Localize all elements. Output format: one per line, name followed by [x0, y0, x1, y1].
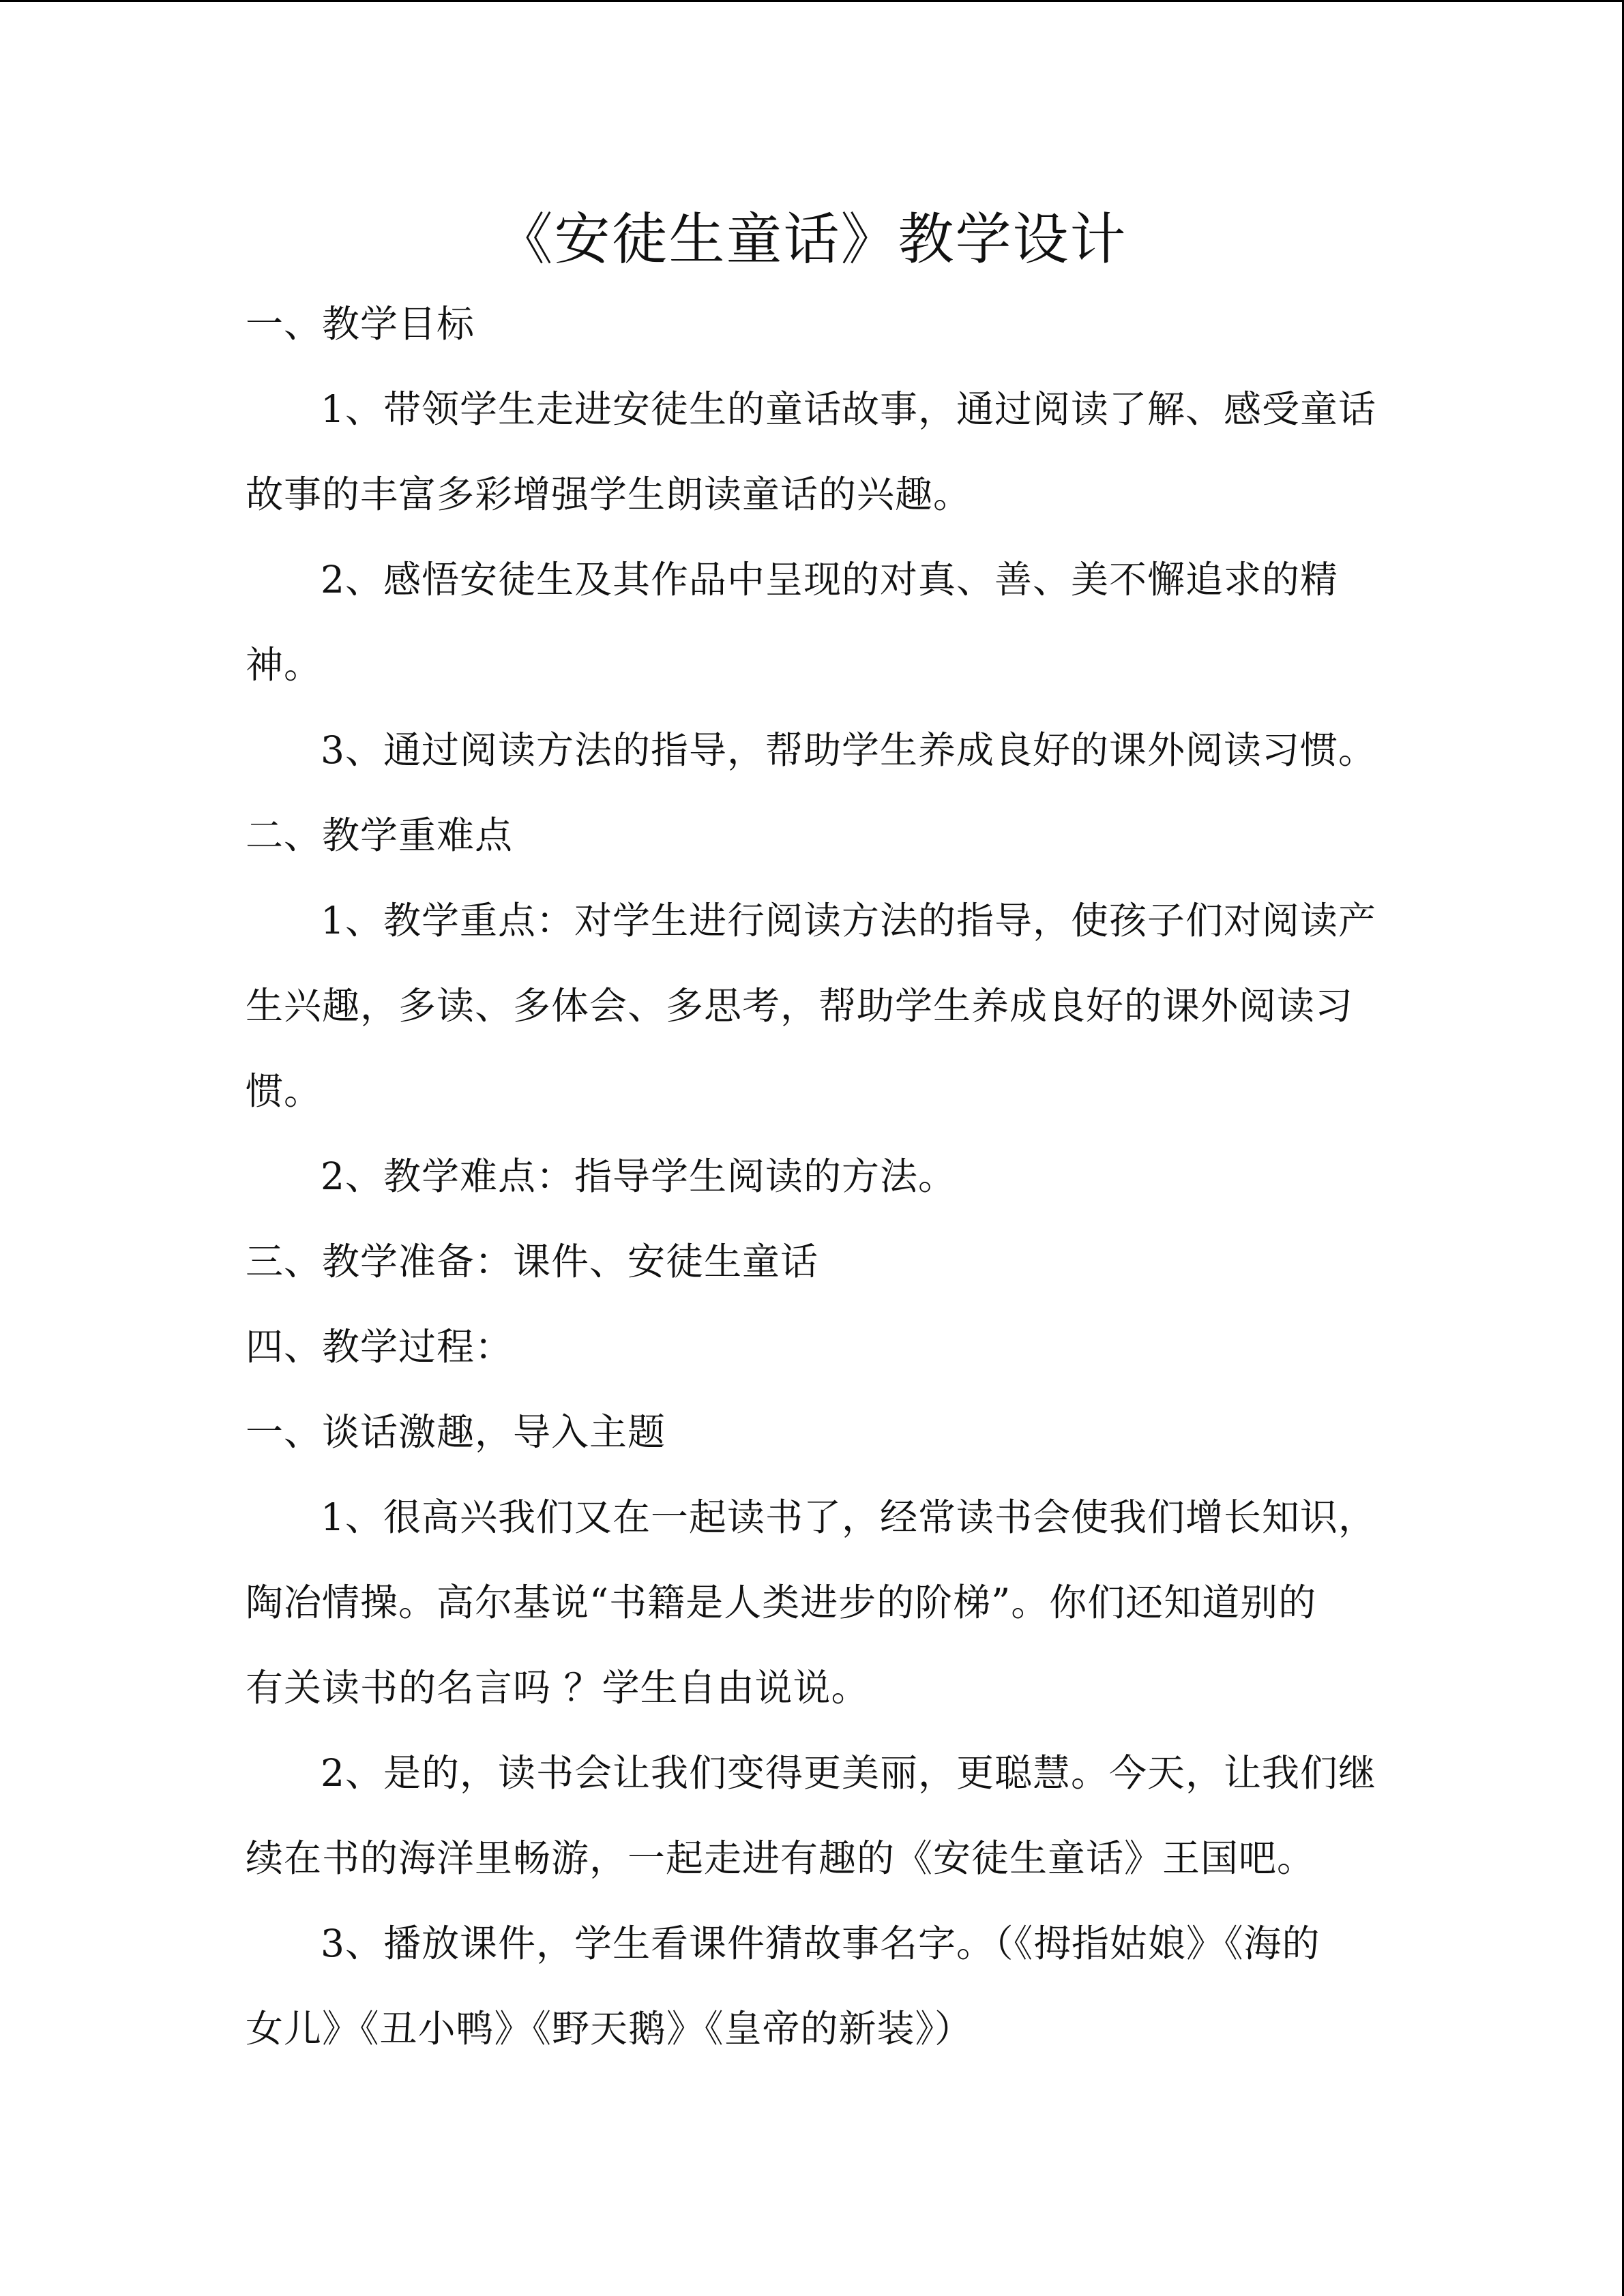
- paragraph-line: 惯。: [246, 1069, 323, 1113]
- paragraph-line: 2、是的，读书会让我们变得更美丽，更聪慧。今天，让我们继: [321, 1751, 1376, 1795]
- section-heading-process: 四、教学过程：: [246, 1325, 514, 1369]
- paragraph-line: 2、感悟安徒生及其作品中呈现的对真、善、美不懈追求的精: [321, 558, 1338, 601]
- paragraph-line: 1、带领学生走进安徒生的童话故事，通过阅读了解、感受童话: [321, 387, 1376, 431]
- page-title: 《安徒生童话》教学设计: [497, 207, 1127, 272]
- page-border-top: [0, 0, 1624, 2]
- paragraph-line: 2、教学难点：指导学生阅读的方法。: [321, 1154, 956, 1198]
- paragraph-line: 有关读书的名言吗 ？学生自由说说。: [246, 1666, 870, 1710]
- paragraph-line: 女儿》《丑小鸭》《野天鹅》《皇帝的新装》）: [246, 2007, 973, 2051]
- paragraph-line: 陶冶情操。高尔基说“书籍是人类进步的阶梯”。你们还知道别的: [246, 1581, 1317, 1624]
- paragraph-line: 3、播放课件，学生看课件猜故事名字。（《拇指姑娘》《海的: [321, 1922, 1320, 1965]
- section-heading-objectives: 一、教学目标: [246, 302, 475, 346]
- section-heading-key-points: 二、教学重难点: [246, 814, 514, 857]
- paragraph-line: 故事的丰富多彩增强学生朗读童话的兴趣。: [246, 473, 972, 516]
- paragraph-line: 神。: [246, 643, 323, 687]
- paragraph-line: 3、通过阅读方法的指导，帮助学生养成良好的课外阅读习惯。: [321, 728, 1376, 772]
- paragraph-line: 续在书的海洋里畅游，一起走进有趣的《安徒生童话》王国吧。: [246, 1836, 1316, 1880]
- paragraph-line: 1、很高兴我们又在一起读书了，经常读书会使我们增长知识，: [321, 1495, 1376, 1539]
- paragraph-line: 1、教学重点：对学生进行阅读方法的指导，使孩子们对阅读产: [321, 899, 1376, 942]
- subsection-heading-intro: 一、谈话激趣，导入主题: [246, 1410, 666, 1454]
- paragraph-line: 生兴趣，多读、多体会、多思考，帮助学生养成良好的课外阅读习: [246, 984, 1354, 1028]
- section-heading-preparation: 三、教学准备：课件、安徒生童话: [246, 1240, 819, 1283]
